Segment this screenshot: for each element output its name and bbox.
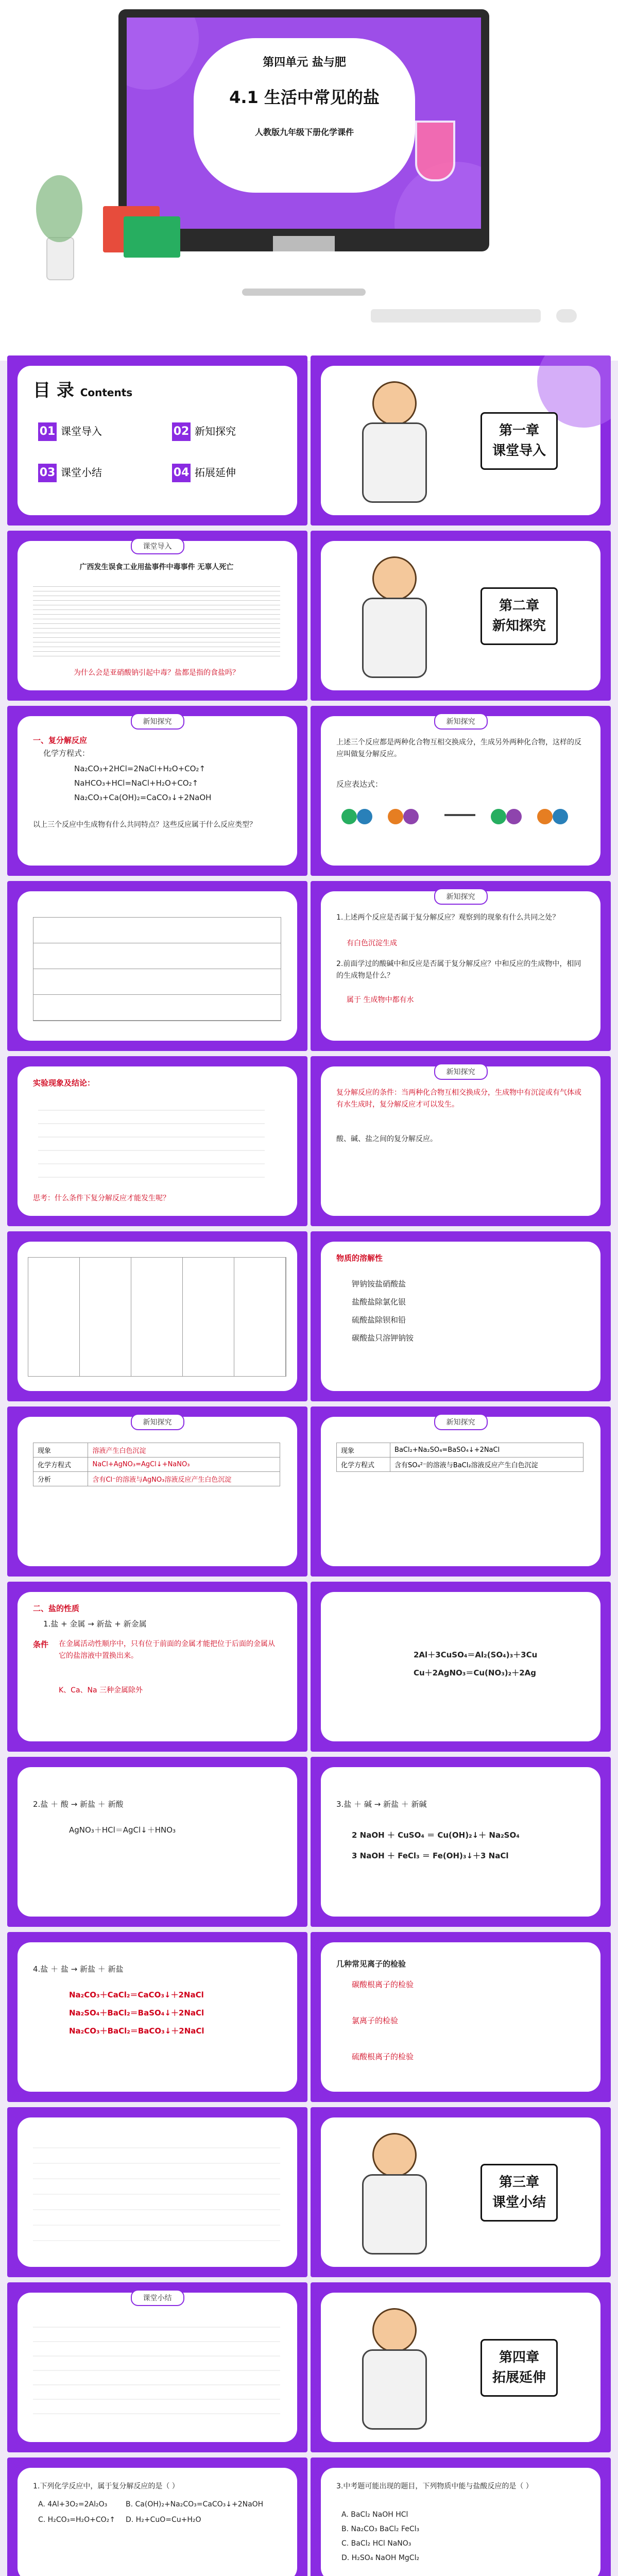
reaction-note: 以上三个反应中生成物有什么共同特点？这些反应属于什么反应类型？ — [33, 821, 256, 829]
mouse-icon — [556, 309, 577, 323]
scientist-icon — [352, 2308, 434, 2432]
baso4-slide — [311, 1406, 611, 1577]
practice1-option-d[interactable]: D. H₂+CuO=Cu+H₂O — [126, 2516, 201, 2524]
answer-1: 有白色沉淀生成 — [347, 939, 397, 947]
cover-slide — [0, 0, 618, 361]
tag-intro: 课堂导入 — [131, 538, 184, 554]
summary-table — [28, 1257, 286, 1377]
summary-slide — [7, 2282, 307, 2452]
agcl-table: 现象 溶液产生白色沉淀 化学方程式 NaCl+AgNO₃=AgCl↓+NaNO₃ 分析 含有Cl⁻的溶液与AgNO₃溶液反应产生白色沉淀 — [33, 1443, 280, 1486]
toc-item-3[interactable]: 03 课堂小结 — [38, 464, 102, 482]
salt-acid-slide — [7, 1757, 307, 1927]
solubility-title: 物质的溶解性 — [336, 1253, 383, 1263]
ion-item-1: 碳酸根离子的检验 — [352, 1980, 414, 1989]
question-slide — [311, 881, 611, 1051]
question-2: 2.前面学过的酸碱中和反应是否属于复分解反应？中和反应的生成物中，相同的生成物是什么？ — [336, 960, 581, 980]
question-1: 1.上述两个反应是否属于复分解反应？观察到的现象有什么共同之处？ — [336, 913, 560, 922]
news-lines — [33, 582, 280, 659]
practice2-option-a[interactable]: A. BaCl₂ NaOH HCl — [341, 2511, 408, 2519]
practice2-option-c[interactable]: C. BaCl₂ HCl NaNO₃ — [341, 2539, 411, 2548]
experiment-note: 思考：什么条件下复分解反应才能发生呢？ — [33, 1194, 170, 1202]
equation-3: Na₂CO₃+Ca(OH)₂=CaCO₃↓+2NaOH — [74, 793, 212, 802]
toc-heading: 目 录 Contents — [33, 380, 133, 401]
chapter4-slide — [311, 2282, 611, 2452]
practice2-option-d[interactable]: D. H₂SO₄ NaOH MgCl₂ — [341, 2554, 420, 2562]
notes-slide — [7, 2107, 307, 2277]
expression-label: 反应表达式： — [336, 779, 383, 789]
section-heading: 一、复分解反应 — [33, 736, 88, 745]
baso4-table: 现象 BaCl₂+Na₂SO₄=BaSO₄↓+2NaCl 化学方程式 含有SO₄²⁻的溶液与BaCl₂溶液反应产生白色沉淀 — [336, 1443, 583, 1472]
solubility-item-1: 钾钠铵盐硝酸盐 — [352, 1279, 406, 1289]
intro-slide — [7, 531, 307, 701]
tag-explore: 新知探究 — [434, 713, 488, 730]
metal-eq-2: Cu＋2AgNO₃＝Cu(NO₃)₂＋2Ag — [414, 1668, 536, 1677]
plant-icon — [31, 165, 88, 283]
tag-explore: 新知探究 — [434, 1414, 488, 1430]
tag-explore: 新知探究 — [131, 1414, 184, 1430]
reaction-slide — [7, 706, 307, 876]
reaction-table — [33, 917, 281, 1021]
scientist-icon — [352, 2133, 434, 2257]
chapter2-slide — [311, 531, 611, 701]
definition-text: 上述三个反应都是两种化合物互相交换成分，生成另外两种化合物，这样的反应叫做复分解反应。 — [336, 738, 581, 759]
beaker-icon — [415, 121, 455, 181]
condition-slide — [311, 1056, 611, 1226]
tag-explore: 新知探究 — [434, 888, 488, 905]
cover-subtitle: 人教版九年级下册化学课件 — [254, 127, 354, 137]
table-slide — [7, 881, 307, 1051]
solubility-item-2: 盐酸盐除氯化银 — [352, 1297, 406, 1307]
toc-item-1[interactable]: 01 课堂导入 — [38, 422, 102, 441]
summary-lines — [33, 2313, 280, 2427]
keyboard-icon — [371, 309, 541, 323]
salt-base-eq-2: 3 NaOH ＋ FeCl₃ ＝ Fe(OH)₃↓＋3 NaCl — [352, 1851, 509, 1860]
molecule-diagram — [341, 799, 578, 840]
tag-summary: 课堂小结 — [131, 2290, 184, 2306]
salt-salt-eq-3: Na₂CO₃＋BaCl₂＝BaCO₃↓＋2NaCl — [69, 2026, 204, 2036]
practice1-option-b[interactable]: B. Ca(OH)₂+Na₂CO₃=CaCO₃↓+2NaOH — [126, 2500, 264, 2509]
intro-question: 为什么会是亚硝酸钠引起中毒？盐都是指的食盐吗？ — [74, 669, 239, 677]
property-c2: K、Ca、Na 三种金属除外 — [59, 1686, 143, 1694]
property-sub: 1.盐 + 金属 → 新盐 + 新金属 — [43, 1619, 147, 1629]
practice1-slide — [7, 2458, 307, 2576]
tag-explore: 新知探究 — [131, 713, 184, 730]
practice2-slide — [311, 2458, 611, 2576]
experiment-title: 实验现象及结论： — [33, 1078, 95, 1088]
property-c1: 在金属活动性顺序中，只有位于前面的金属才能把位于后面的金属从它的盐溶液中置换出来。 — [59, 1640, 275, 1660]
toc-item-4[interactable]: 04 拓展延伸 — [172, 464, 236, 482]
salt-base-eq-1: 2 NaOH ＋ CuSO₄ ＝ Cu(OH)₂↓＋ Na₂SO₄ — [352, 1831, 520, 1840]
agcl-slide — [7, 1406, 307, 1577]
answer-2: 属于 生成物中都有水 — [347, 996, 414, 1004]
solubility-item-3: 硫酸盐除钡和铅 — [352, 1315, 406, 1325]
experiment-lines — [38, 1097, 265, 1185]
solubility-slide — [311, 1231, 611, 1401]
scientist-icon — [352, 556, 434, 680]
salt-acid-heading: 2.盐 ＋ 酸 → 新盐 ＋ 新酸 — [33, 1800, 124, 1809]
solubility-item-4: 碳酸盐只溶钾钠铵 — [352, 1333, 414, 1343]
salt-base-slide — [311, 1757, 611, 1927]
practice1-question: 1.下列化学反应中，属于复分解反应的是（ ） — [33, 2482, 179, 2490]
subheading: 化学方程式： — [43, 749, 90, 758]
condition-sub: 酸、碱、盐之间的复分解反应。 — [336, 1135, 437, 1143]
practice1-option-c[interactable]: C. H₂CO₃=H₂O+CO₂↑ — [38, 2516, 115, 2524]
definition-slide — [311, 706, 611, 876]
salt-base-heading: 3.盐 ＋ 碱 → 新盐 ＋ 新碱 — [336, 1800, 427, 1809]
summary-table-slide — [7, 1231, 307, 1401]
chapter1-slide — [311, 355, 611, 526]
salt-salt-heading: 4.盐 ＋ 盐 → 新盐 ＋ 新盐 — [33, 1964, 124, 1974]
ion-item-2: 氯离子的检验 — [352, 2016, 399, 2025]
equation-2: NaHCO₃+HCl=NaCl+H₂O+CO₂↑ — [74, 778, 199, 788]
practice1-option-a[interactable]: A. 4Al+3O₂=2Al₂O₃ — [38, 2500, 108, 2509]
property-cond: 条件 — [33, 1640, 49, 1649]
metal-eq-slide — [311, 1582, 611, 1752]
salt-salt-eq-2: Na₂SO₄＋BaCl₂＝BaSO₄↓＋2NaCl — [69, 2008, 204, 2018]
cover-unit: 第四单元 盐与肥 — [263, 56, 346, 69]
salt-salt-slide — [7, 1932, 307, 2102]
condition-text: 复分解反应的条件：当两种化合物互相交换成分，生成物中有沉淀或有气体或有水生成时，复分解反应才可以发生。 — [336, 1089, 581, 1109]
toc-slide — [7, 355, 307, 526]
practice2-option-b[interactable]: B. Na₂CO₃ BaCl₂ FeCl₃ — [341, 2525, 420, 2533]
property-heading: 二、盐的性质 — [33, 1604, 80, 1613]
experiment-slide — [7, 1056, 307, 1226]
salt-salt-eq-1: Na₂CO₃＋CaCl₂＝CaCO₃↓＋2NaCl — [69, 1990, 204, 1999]
books-icon — [103, 196, 185, 258]
scientist-icon — [352, 381, 434, 505]
chapter2-label: 第二章 新知探究 — [480, 587, 558, 645]
monitor-stand — [242, 289, 366, 296]
notes-lines — [33, 2133, 280, 2251]
chapter3-label: 第三章 课堂小结 — [480, 2164, 558, 2222]
cover-title: 4.1 生活中常见的盐 — [229, 88, 380, 107]
property-slide — [7, 1582, 307, 1752]
ion-title: 几种常见离子的检验 — [336, 1959, 406, 1969]
ion-item-3: 硫酸根离子的检验 — [352, 2052, 414, 2061]
metal-eq-1: 2Al＋3CuSO₄＝Al₂(SO₄)₃＋3Cu — [414, 1650, 538, 1659]
chapter1-label: 第一章 课堂导入 — [480, 412, 558, 470]
chapter3-slide — [311, 2107, 611, 2277]
salt-acid-eq: AgNO₃＋HCl＝AgCl↓＋HNO₃ — [69, 1825, 176, 1835]
equation-1: Na₂CO₃+2HCl=2NaCl+H₂O+CO₂↑ — [74, 764, 206, 773]
tag-explore: 新知探究 — [434, 1063, 488, 1080]
news-headline: 广西发生误食工业用盐事件中毒事件 无辜人死亡 — [79, 563, 234, 571]
ion-slide — [311, 1932, 611, 2102]
toc-item-2[interactable]: 02 新知探究 — [172, 422, 236, 441]
practice2-question: 3.中考题可能出现的题目，下列物质中能与盐酸反应的是（ ） — [336, 2482, 533, 2490]
chapter4-label: 第四章 拓展延伸 — [480, 2339, 558, 2397]
